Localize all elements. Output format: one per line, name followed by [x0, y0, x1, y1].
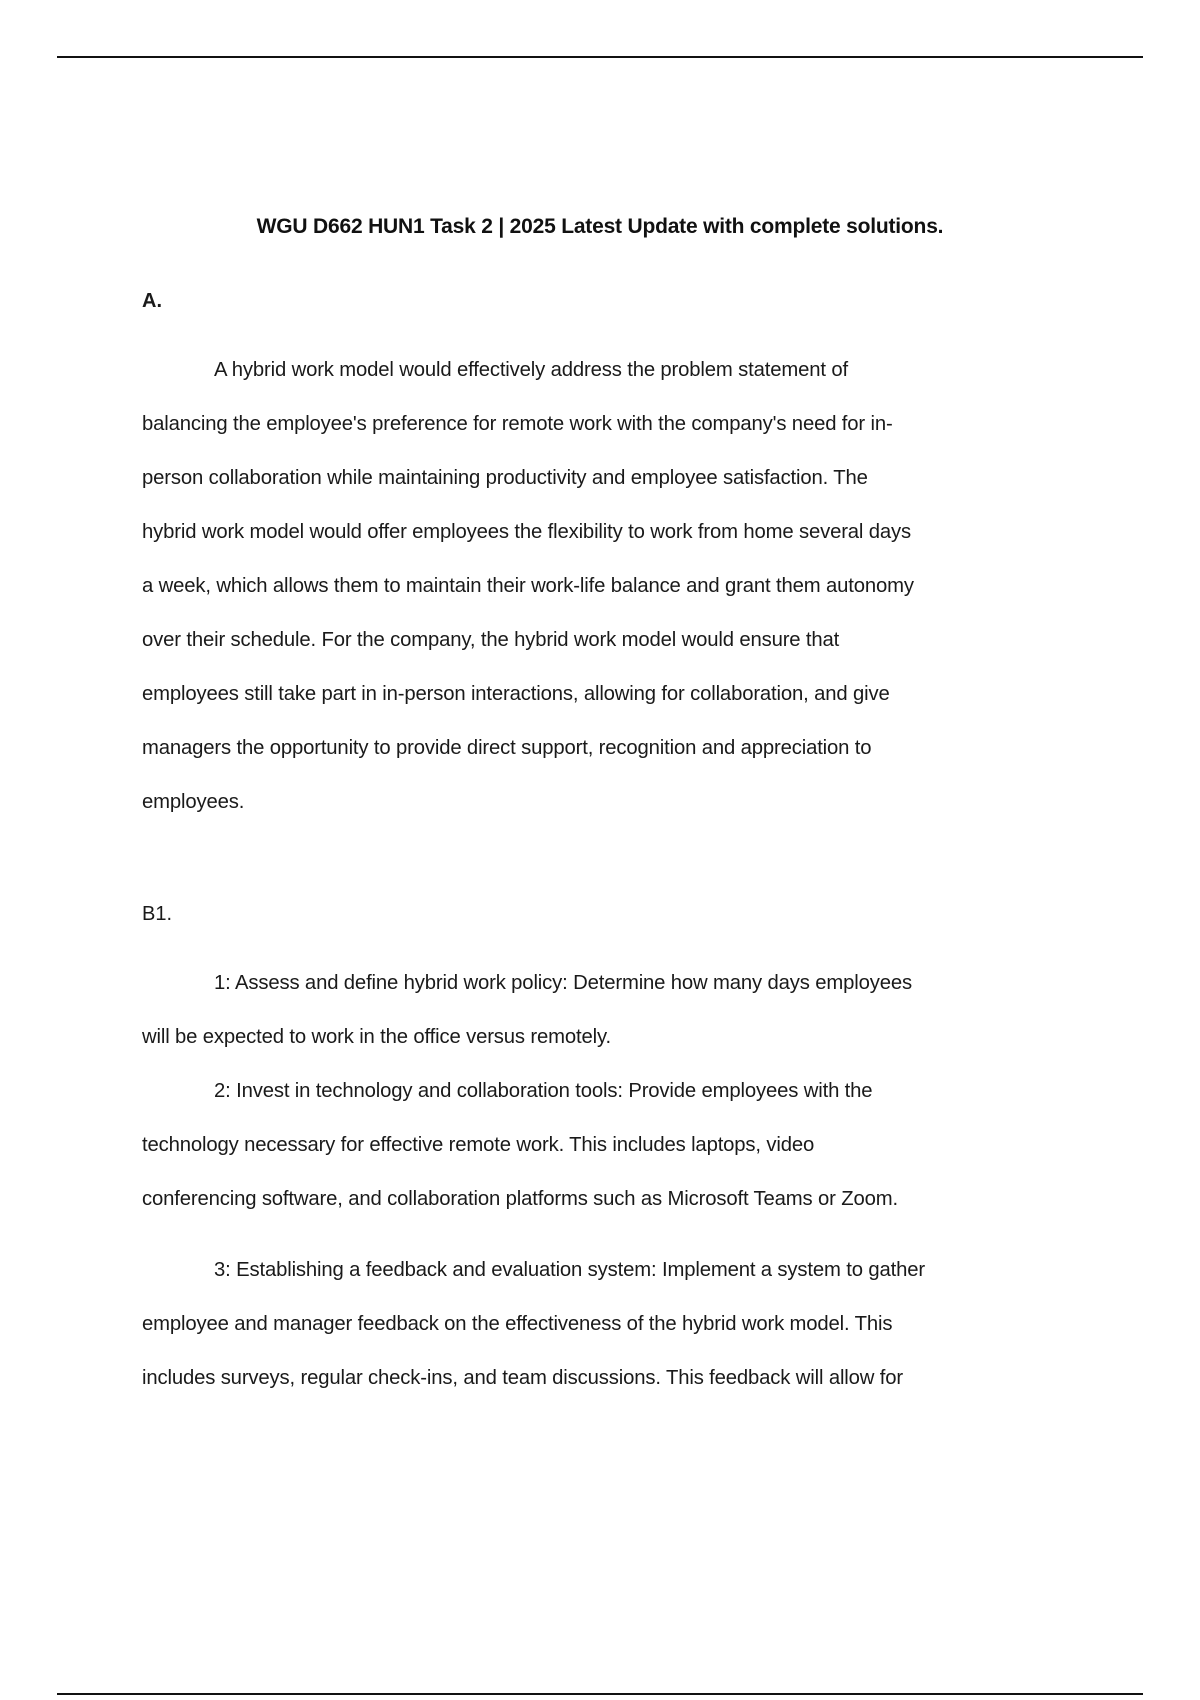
section-a-paragraph — [142, 343, 1067, 829]
paragraph-line: conferencing software, and collaboration platforms such as Microsoft Teams or Zoom. — [142, 1188, 898, 1210]
paragraph-line: a week, which allows them to maintain their work-life balance and grant them autonomy — [142, 575, 914, 597]
paragraph-line: employees. — [142, 791, 245, 813]
document-title: WGU D662 HUN1 Task 2 | 2025 Latest Update with complete solutions. — [256, 215, 944, 238]
paragraph-line: managers the opportunity to provide direct support, recognition and appreciation to — [142, 737, 872, 759]
paragraph-line: balancing the employee's preference for remote work with the company's need for in- — [142, 413, 893, 435]
section-b1-item-3 — [142, 1243, 1067, 1405]
section-a-label: A. — [142, 290, 162, 312]
section-b1-label: B1. — [142, 903, 173, 925]
paragraph-line: will be expected to work in the office versus remotely. — [142, 1026, 611, 1048]
paragraph-line: hybrid work model would offer employees the flexibility to work from home several days — [142, 521, 912, 543]
paragraph-line: 2: Invest in technology and collaboration tools: Provide employees with the — [214, 1080, 873, 1102]
section-b1-item-1 — [142, 956, 1067, 1064]
paragraph-line: employee and manager feedback on the effectiveness of the hybrid work model. This — [142, 1313, 893, 1335]
paragraph-line: employees still take part in in-person interactions, allowing for collaboration, and give — [142, 683, 890, 705]
header-rule — [57, 56, 1143, 58]
paragraph-line: over their schedule. For the company, the hybrid work model would ensure that — [142, 629, 840, 651]
paragraph-line: 1: Assess and define hybrid work policy: Determine how many days employees — [214, 972, 912, 994]
paragraph-line: technology necessary for effective remote work. This includes laptops, video — [142, 1134, 815, 1156]
paragraph-line: 3: Establishing a feedback and evaluation system: Implement a system to gather — [214, 1259, 925, 1281]
paragraph-line: person collaboration while maintaining productivity and employee satisfaction. The — [142, 467, 868, 489]
footer-rule — [57, 1693, 1143, 1695]
section-b1-item-2 — [142, 1064, 1067, 1226]
paragraph-line: includes surveys, regular check-ins, and team discussions. This feedback will allow for — [142, 1367, 903, 1389]
paragraph-line: A hybrid work model would effectively address the problem statement of — [214, 359, 848, 381]
